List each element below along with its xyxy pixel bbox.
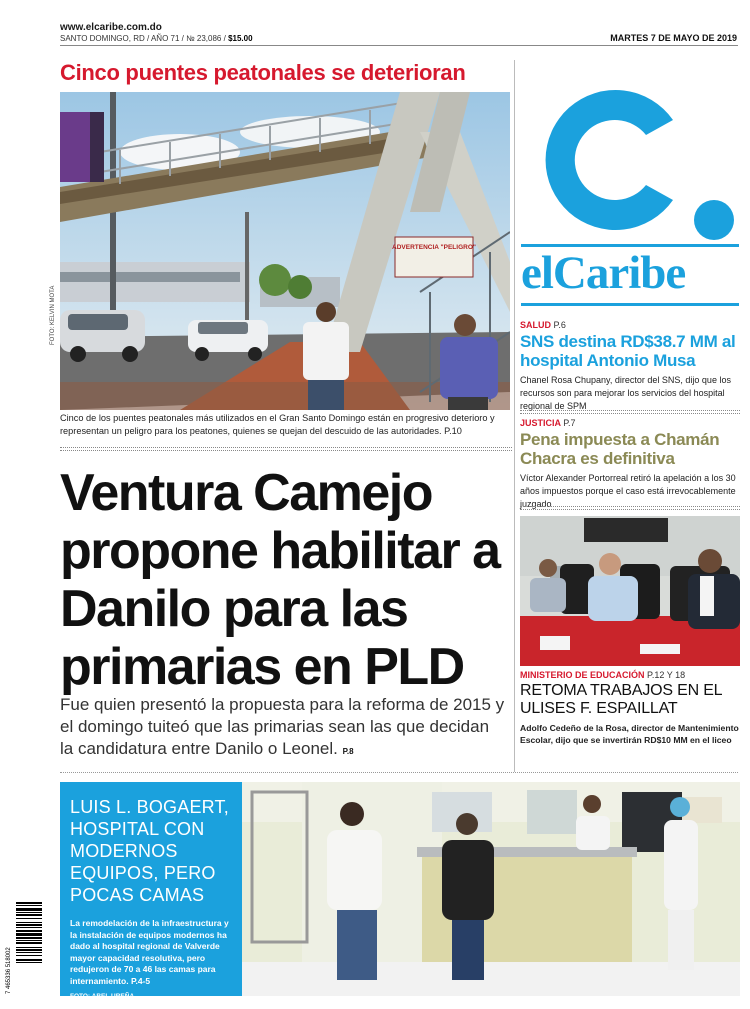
barcode-bar [16,908,42,911]
warning-sign-text: ADVERTENCIA "PELIGRO" [392,244,476,251]
side-kicker [520,418,740,428]
price: $15.00 [228,34,253,43]
section-divider [60,447,512,451]
barcode-bar [16,930,42,932]
side-headline: SNS destina RD$38.7 MM al hospital Antonio Musa [520,332,736,370]
barcode-icon [4,900,44,996]
edu-text: Adolfo Cedeño de la Rosa, director de Mantenimiento Escolar, dijo que se invertirán RD$10 MM en el liceo [520,723,739,745]
barcode-number: 7 465336 518002 [6,947,12,994]
edu-kicker [520,670,740,680]
main-deck [60,694,506,763]
barcode-bar [16,940,42,941]
side-story-justice[interactable] [520,418,740,511]
edu-section: MINISTERIO DE EDUCACIÓN [520,670,645,680]
side-story-health[interactable] [520,320,740,413]
barcode-bar [16,912,42,913]
barcode-bar [16,914,42,916]
side-text: Víctor Alexander Portorreal retiró la apelación a los 30 años impuestos porque el caso está irrevocablemente juzgado [520,473,736,509]
education-story[interactable] [520,666,740,756]
top-story-headline[interactable]: Cinco puentes peatonales se deterioran [60,60,466,85]
barcode-bar [16,937,42,939]
hospital-scene-illustration [242,782,740,996]
barcode-bar [16,952,42,953]
side-page: P.7 [563,418,576,428]
hospital-photo-credit: FOTO: ABEL UREÑA [70,993,135,1000]
barcode [4,900,44,996]
main-headline[interactable]: Ventura Camejo propone habilitar a Danilo para las primarias en PLD [60,464,500,696]
barcode-bar [16,962,42,963]
barcode-bar [16,927,42,928]
side-headline: Pena impuesta a Chamán Chacra es definitiva [520,430,720,468]
barcode-bar [16,959,42,961]
edu-headline: RETOMA TRABAJOS EN EL ULISES F. ESPAILLAT [520,682,722,717]
pedestrian-bridge-photo[interactable] [60,92,510,410]
logo-c-mark [518,60,740,248]
hospital-photo[interactable] [242,782,740,996]
top-photo-credit: FOTO: KELVIN MOTA [50,285,56,345]
barcode-bar [16,947,42,948]
barcode-bar [16,905,42,906]
barcode-bar [16,918,42,919]
side-page: P.6 [553,320,566,330]
bottom-section-rule [60,772,738,773]
header-rule [60,45,738,46]
logo-rule-bottom [521,303,739,306]
caption-page-ref: P.10 [444,426,462,436]
issue-text: SANTO DOMINGO, RD / AÑO 71 / № 23,086 / [60,34,226,43]
side-divider [520,506,740,510]
barcode-bar [16,942,42,944]
barcode-bar [16,955,42,956]
hospital-text [70,918,232,987]
main-deck-text: Fue quien presentó la propuesta para la reforma de 2015 y el domingo tuiteó que las primarias sean las que decidan la candidatura entre Danilo o Leonel. [60,695,505,758]
barcode-bar [16,924,42,926]
hospital-text-body: La remodelación de la infraestructura y la instalación de equipos modernos ha dado al hospital regional de Valverde mayor capacidad resolutiva, pero redujeron de 70 a 46 las camas para internamiento. [70,918,229,986]
hospital-headline: LUIS L. BOGAERT, HOSPITAL CON MODERNOS EQUIPOS, PERO POCAS CAMAS [70,797,229,905]
side-section: SALUD [520,320,551,330]
barcode-bar [16,949,42,951]
main-page-ref: P.8 [342,747,354,756]
barcode-bar [16,922,42,923]
side-section: JUSTICIA [520,418,561,428]
barcode-bar [16,902,42,904]
column-divider [514,60,515,772]
edu-page: P.12 Y 18 [647,670,686,680]
caption-text: Cinco de los puentes peatonales más utilizados en el Gran Santo Domingo están en progresivo deterioro y representan un peligro para los peatones, quienes se quejan del descuido de las autoridades. [60,413,495,436]
side-divider [520,410,740,414]
logo-wordmark: elCaribe [521,247,686,299]
barcode-bar [16,933,42,936]
issue-date: MARTES 7 DE MAYO DE 2019 [610,33,737,43]
education-meeting-photo[interactable] [520,516,740,666]
issue-info [60,34,253,43]
hospital-story-box[interactable] [60,782,242,1000]
site-url[interactable]: www.elcaribe.com.do [60,22,162,33]
bridge-scene-illustration [60,92,510,410]
top-photo-caption [60,412,512,438]
meeting-scene-illustration [520,516,740,666]
side-kicker [520,320,740,330]
side-text: Chanel Rosa Chupany, director del SNS, dijo que los recursos son para mejorar los servicios del hospital regional de SPM [520,375,731,411]
hospital-page-ref: P.4-5 [130,975,151,986]
